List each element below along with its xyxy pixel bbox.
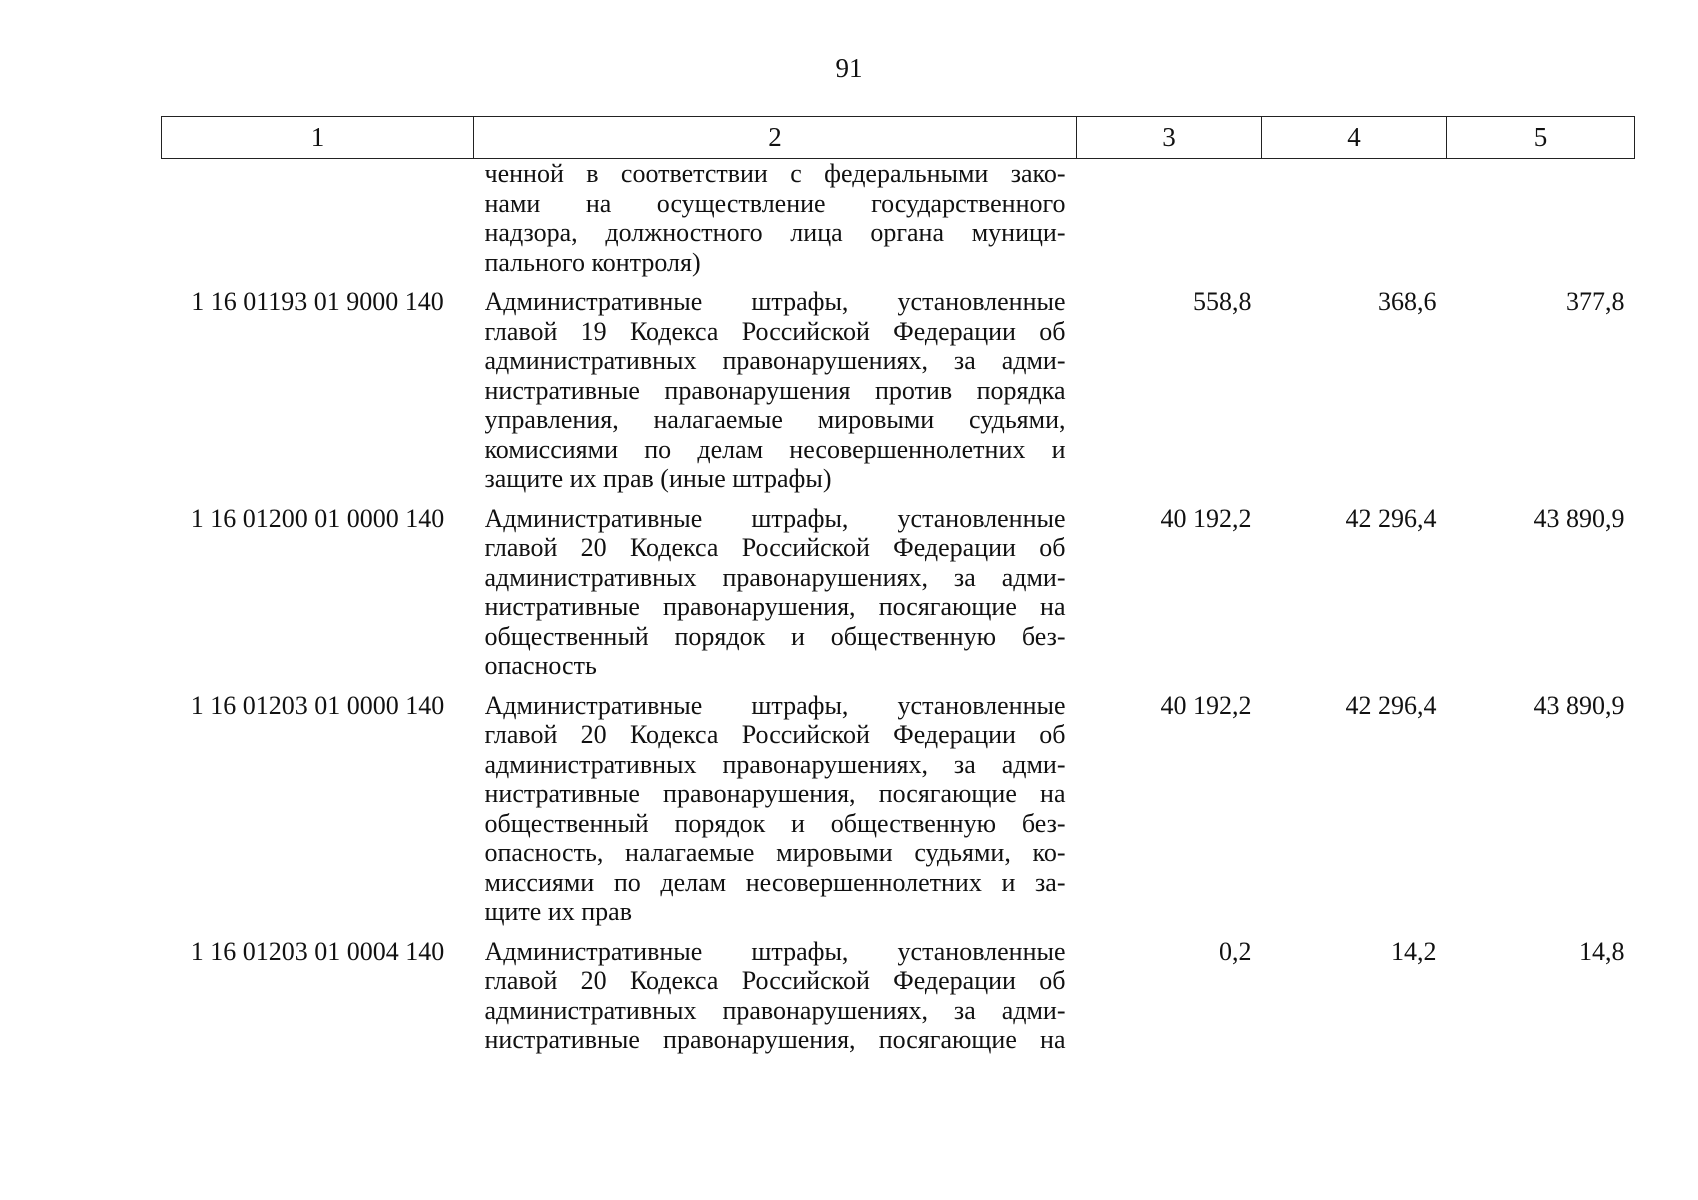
value-col5-cell: 43 890,9	[1533, 503, 1625, 533]
description-line: пального контроля)	[484, 247, 701, 277]
description-line: опасность, налагаемые мировыми судьями, ко-	[484, 838, 1066, 867]
description-line: надзора, должностного лица органа муници-	[484, 218, 1066, 247]
description-line: общественный порядок и общественную без-	[484, 621, 1066, 651]
value-col5-cell: 14,8	[1579, 936, 1625, 966]
description-line: административных правонарушениях, за адми-	[484, 749, 1066, 779]
description-line: комиссиями по делам несовершеннолетних и	[484, 434, 1066, 464]
value-col3-cell: 40 192,2	[1160, 690, 1252, 720]
value-col3-cell: 558,8	[1193, 287, 1252, 316]
description-line: главой 20 Кодекса Российской Федерации об	[484, 966, 1066, 995]
description-line: главой 19 Кодекса Российской Федерации об	[484, 316, 1066, 346]
table-row	[162, 681, 1635, 927]
description-line: Административные штрафы, установленные	[484, 690, 1066, 720]
budget-code-cell: 1 16 01203 01 0000 140	[190, 690, 445, 720]
value-col3-cell	[1077, 159, 1262, 278]
value-col3-cell: 0,2	[1219, 936, 1252, 966]
description-line: щите их прав	[484, 897, 632, 926]
description-line: опасность	[484, 651, 597, 680]
column-header-3: 3	[1077, 117, 1262, 159]
table-body	[162, 159, 1635, 1055]
description-line: главой 20 Кодекса Российской Федерации об	[484, 533, 1066, 562]
description-line: ченной в соответствии с федеральными зако-	[484, 159, 1066, 188]
description-line: административных правонарушениях, за адми-	[484, 995, 1066, 1025]
table-header-row	[162, 117, 1635, 159]
column-header-2: 2	[474, 117, 1077, 159]
column-header-1: 1	[162, 117, 474, 159]
description-line: защите их прав (иные штрафы)	[484, 464, 832, 493]
page-number: 91	[835, 53, 863, 83]
budget-code-cell: 1 16 01203 01 0004 140	[190, 936, 445, 966]
budget-revenue-table	[161, 116, 1635, 1055]
description-line: Административные штрафы, установленные	[484, 287, 1066, 316]
description-line: нистративные правонарушения против порядка	[484, 375, 1066, 405]
description-line: нистративные правонарушения, посягающие на	[484, 592, 1066, 621]
column-header-4: 4	[1262, 117, 1447, 159]
value-col5-cell	[1447, 159, 1635, 278]
description-line: главой 20 Кодекса Российской Федерации об	[484, 720, 1066, 749]
table-row	[162, 277, 1635, 494]
value-col3-cell: 40 192,2	[1160, 503, 1252, 533]
table-row	[162, 159, 1635, 278]
description-line: управления, налагаемые мировыми судьями,	[484, 405, 1066, 434]
value-col4-cell: 42 296,4	[1345, 503, 1437, 533]
description-line: миссиями по делам несовершеннолетних и за-	[484, 867, 1066, 897]
description-cell	[474, 927, 1077, 1055]
description-line: общественный порядок и общественную без-	[484, 808, 1066, 838]
description-cell	[474, 159, 1077, 278]
description-cell	[474, 681, 1077, 927]
value-col4-cell: 368,6	[1378, 287, 1437, 316]
description-line: административных правонарушениях, за адми-	[484, 346, 1066, 375]
description-line: нами на осуществление государственного	[484, 188, 1066, 218]
description-line: Административные штрафы, установленные	[484, 936, 1066, 966]
description-cell	[474, 494, 1077, 681]
table-row	[162, 494, 1635, 681]
value-col4-cell	[1262, 159, 1447, 278]
description-line: нистративные правонарушения, посягающие на	[484, 1025, 1066, 1054]
column-header-5: 5	[1447, 117, 1635, 159]
description-line: Административные штрафы, установленные	[484, 503, 1066, 533]
table-row	[162, 927, 1635, 1055]
value-col5-cell: 377,8	[1566, 287, 1625, 316]
description-line: нистративные правонарушения, посягающие на	[484, 779, 1066, 808]
value-col4-cell: 42 296,4	[1345, 690, 1437, 720]
budget-code-cell	[162, 159, 474, 278]
value-col4-cell: 14,2	[1391, 936, 1437, 966]
budget-code-cell: 1 16 01193 01 9000 140	[191, 287, 444, 316]
description-cell	[474, 277, 1077, 494]
value-col5-cell: 43 890,9	[1533, 690, 1625, 720]
description-line: административных правонарушениях, за адми-	[484, 562, 1066, 592]
budget-code-cell: 1 16 01200 01 0000 140	[190, 503, 445, 533]
